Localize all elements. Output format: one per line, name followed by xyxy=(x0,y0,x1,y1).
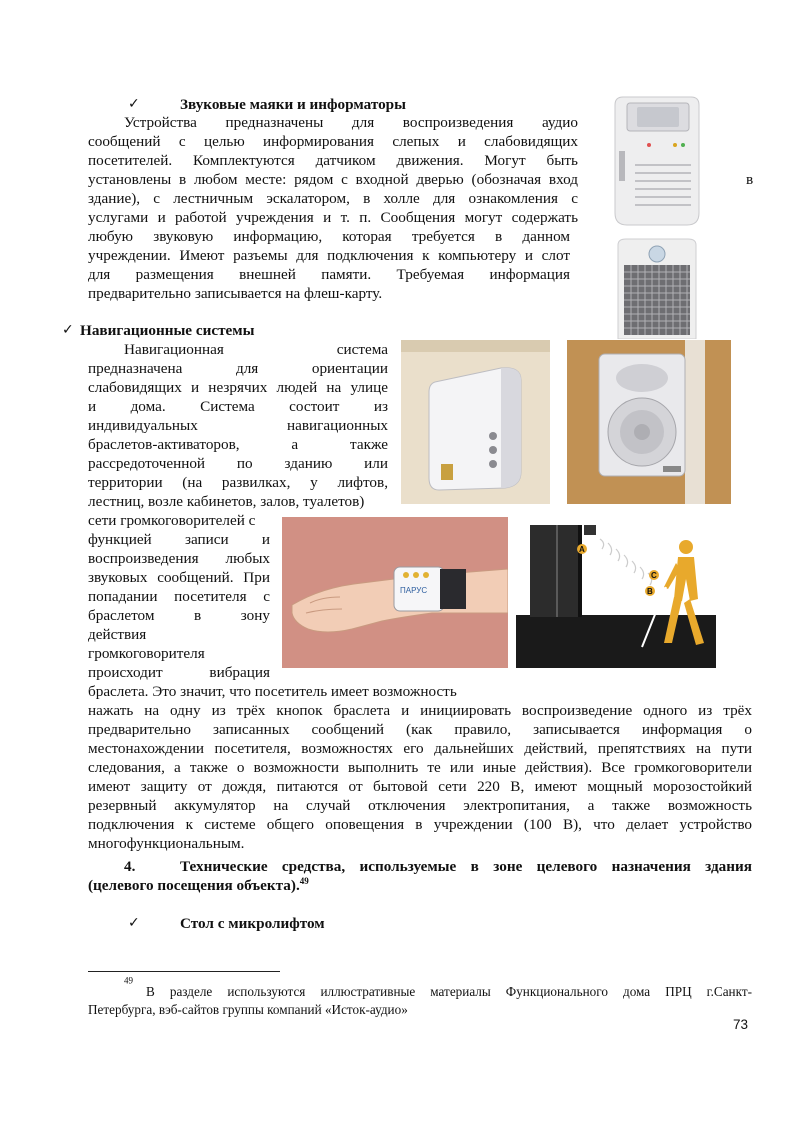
text-line: учреждении. Имеют разъемы для подключения к компьютеру и слот xyxy=(88,247,570,264)
text-line: действия xyxy=(88,626,147,643)
text-line: рассредоточенной по зданию или xyxy=(88,455,388,472)
diagram-label-b: B xyxy=(647,587,653,596)
diagram-label-a: A xyxy=(579,545,585,554)
text-line: попадании посетителя с xyxy=(88,588,270,605)
beacon-speaker-photo xyxy=(614,237,700,339)
text-line: браслетов-активаторов, а также xyxy=(88,436,388,453)
section-title-line: Технические средства, используемые в зоне целевого назначения здания xyxy=(180,858,752,875)
footnote-line: Петербурга, вэб-сайтов группы компаний «Исток-аудио» xyxy=(88,1002,408,1017)
text-line: и дома. Система состоит из xyxy=(88,398,388,415)
text-line: здание), с лестничным эскалатором, в холле для ознакомления с xyxy=(88,190,578,207)
text-line: любую звуковую информацию, которая требуется в данном xyxy=(88,228,570,245)
text-line: функцией записи и xyxy=(88,531,270,548)
bracelet-label: ПАРУС xyxy=(400,586,428,595)
text-line: резервный аккумулятор на случай отключения электропитания, а также возможность xyxy=(88,797,752,814)
text-line: предварительно записывается на флеш-карту. xyxy=(88,285,383,302)
stray-letter: в xyxy=(746,171,754,188)
wall-speaker-photo xyxy=(401,340,550,504)
text-line: подключения к системе общего оповещения в учреждении (100 В), что делает устройство xyxy=(88,816,752,833)
text-line: предварительно записанных сообщений (как правило, записывается информация о xyxy=(88,721,752,738)
text-line: территории (на развилках, у лифтов, xyxy=(88,474,388,491)
text-line: лестниц, возле кабинетов, залов, туалетов) xyxy=(88,493,365,510)
text-line: услугами и работой учреждения и т. п. Сообщения могут содержать xyxy=(88,209,578,226)
text-line: имеют защиту от дождя, питаются от бытовой сети 220 В, имеют мощный морозостойкий xyxy=(88,778,752,795)
text-line: для размещения внешней памяти. Требуемая информация xyxy=(88,266,570,283)
text-line: установлены в любом месте: рядом с входной дверью (обозначая вход xyxy=(88,171,578,188)
text-line: Навигационная система xyxy=(124,341,388,358)
section-title-line xyxy=(88,877,309,895)
text-line: звуковых сообщений. При xyxy=(88,569,270,586)
beacon-device-photo xyxy=(609,95,705,230)
section-title-text: (целевого посещения объекта). xyxy=(88,877,300,894)
footnote-ref: 49 xyxy=(299,875,309,886)
section-title-table: Стол с микролифтом xyxy=(180,915,325,932)
text-line: происходит вибрация xyxy=(88,664,270,681)
text-line: браслетом в зону xyxy=(88,607,270,624)
footnote-line: В разделе используются иллюстративные материалы Функционального дома ПРЦ г.Санкт- xyxy=(146,984,752,999)
text-line: многофункциональным. xyxy=(88,835,245,852)
text-line: предназначена для ориентации xyxy=(88,360,388,377)
column-speaker-photo xyxy=(567,340,731,504)
text-line: Устройства предназначены для воспроизведения аудио xyxy=(124,114,578,131)
text-line: посетителей. Комплектуются датчиком движения. Могут быть xyxy=(88,152,578,169)
footnote-number: 49 xyxy=(124,975,133,986)
footnote-line xyxy=(124,976,133,994)
text-line: слабовидящих и незрячих людей на улице xyxy=(88,379,388,396)
text-line: нажать на одну из трёх кнопок браслета и инициировать воспроизведение одного из трёх xyxy=(88,702,752,719)
text-line: громкоговорителя xyxy=(88,645,205,662)
text-line: сообщений с целью информирования слепых и слабовидящих xyxy=(88,133,578,150)
text-line: воспроизведения любых xyxy=(88,550,270,567)
navigation-scheme-diagram xyxy=(516,517,716,668)
text-line: местонахождении посетителя, возможностях его дальнейших действий, препятствиях на пути xyxy=(88,740,752,757)
footnote-divider xyxy=(88,971,280,972)
text-line: браслета. Это значит, что посетитель имеет возможность xyxy=(88,683,457,700)
section-title-navigation: Навигационные системы xyxy=(80,322,255,339)
text-line: индивидуальных навигационных xyxy=(88,417,388,434)
checkmark-icon: ✓ xyxy=(62,322,74,338)
bracelet-hand-photo xyxy=(282,517,508,668)
checkmark-icon: ✓ xyxy=(128,96,140,112)
page-number: 73 xyxy=(733,1017,749,1032)
text-line: следования, а также о возможности выполнить те или иные действия). Все громкоговорители xyxy=(88,759,752,776)
diagram-label-c: C xyxy=(651,571,657,580)
section-number: 4. xyxy=(124,858,136,875)
text-line: сети громкоговорителей с xyxy=(88,512,256,529)
checkmark-icon: ✓ xyxy=(128,915,140,931)
section-title-beacons: Звуковые маяки и информаторы xyxy=(180,96,406,113)
